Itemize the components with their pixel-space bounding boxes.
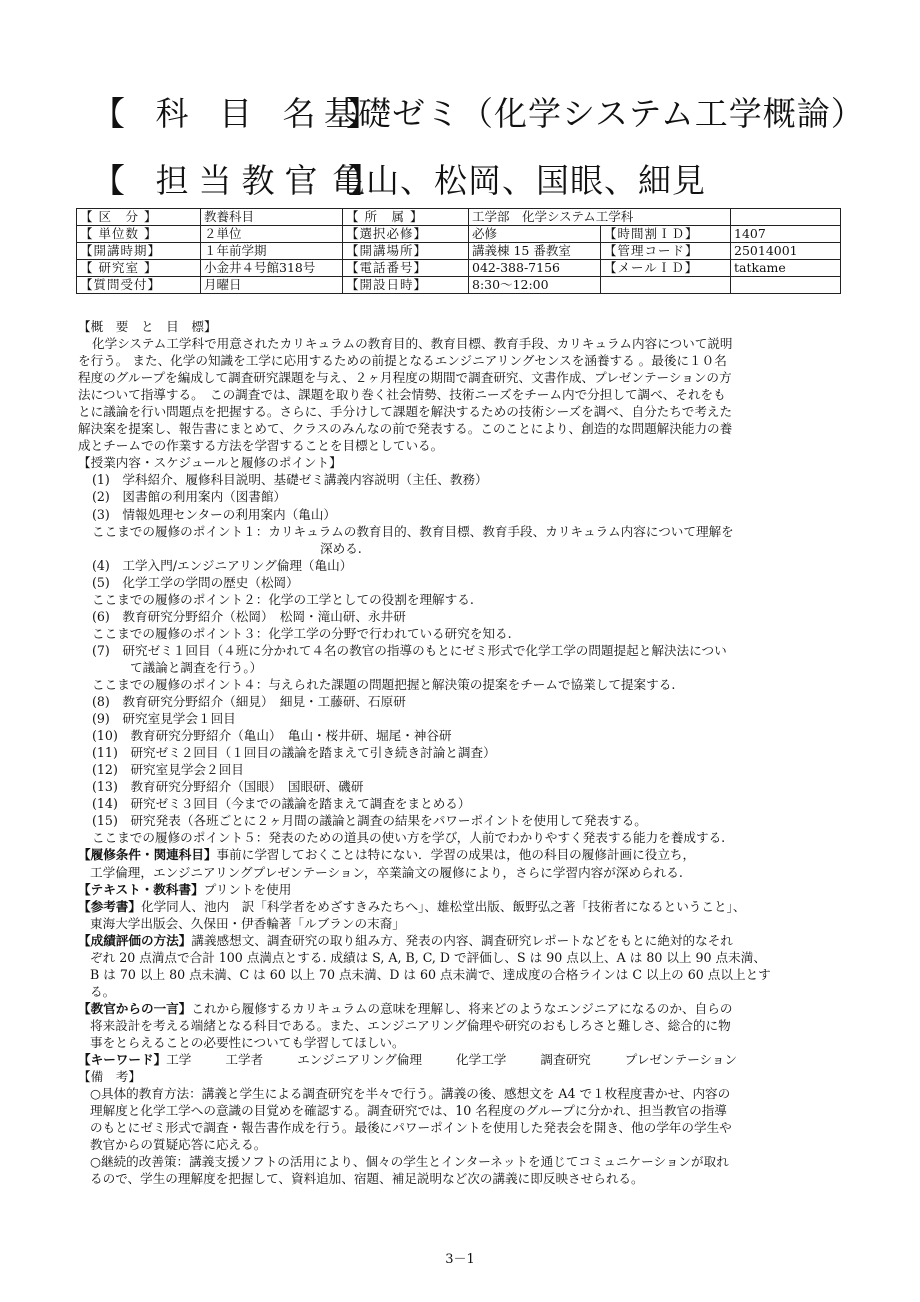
keyword: 工学者 — [225, 1052, 264, 1068]
schedule-item: (12) 研究室見学会２回目 — [92, 762, 244, 778]
point-5: ここまでの履修のポイント５：発表のための道具の使い方を学び，人前でわかりやすく発表する能力を養成する. — [92, 830, 726, 846]
point-3: ここまでの履修のポイント３：化学工学の分野で行われている研究を知る. — [92, 625, 512, 641]
schedule-item: (7) 研究ゼミ１回目（４班に分かれて４名の教官の指導のもとにゼミ形式で化学工学の問題提起と解決法につい — [92, 642, 727, 658]
schedule-item: (8) 教育研究分野紹介（細見） 細見・工藤研、石原研 — [92, 694, 406, 710]
teacher-label: 【 担当教官 】 — [92, 161, 391, 200]
schedule-item: (11) 研究ゼミ２回目（１回目の議論を踏まえて引き続き討論と調査） — [92, 745, 496, 761]
subject-title — [92, 88, 865, 135]
teacher-title — [92, 155, 706, 202]
schedule-item-cont: て議論と調査を行う。） — [130, 659, 263, 675]
table-cell: 1407 — [731, 226, 841, 243]
table-cell: 【 所 属 】 — [343, 209, 469, 226]
table-cell: 【 単位数 】 — [77, 226, 201, 243]
page-number: 3－1 — [445, 1252, 475, 1267]
remarks-line: 理解度と化学工学への意識の目覚めを確認する。調査研究では、10 名程度のグループに分かれ、担当教官の指導 — [90, 1103, 727, 1119]
reference-section: 【参考書】化学同人、池内 訳「科学者をめざすきみたちへ」、雄松堂出版、飯野弘之著「技術者になるということ」、 — [78, 898, 746, 914]
schedule-item: (9) 研究室見学会１回目 — [92, 711, 236, 727]
schedule-item: (2) 図書館の利用案内（図書館） — [92, 489, 287, 505]
keywords-label: 【キーワード】 — [78, 1052, 167, 1068]
table-cell: 【質問受付】 — [77, 277, 201, 294]
prereq-cont: 工学倫理，エンジニアリングプレゼンテーション，卒業論文の履修により，さらに学習内容が深められる. — [90, 864, 683, 880]
schedule-item: (3) 情報処理センターの利用案内（亀山） — [92, 506, 337, 522]
schedule-item: (14) 研究ゼミ３回目（今までの議論を踏まえて調査をまとめる） — [92, 796, 471, 812]
table-cell: 工学部 化学システム工学科 — [469, 209, 731, 226]
remarks-heading: 【備 考】 — [78, 1069, 141, 1085]
table-cell: 【選択必修】 — [343, 226, 469, 243]
table-row — [77, 209, 841, 226]
message-section: 【教官からの一言】これから履修するカリキュラムの意味を理解し、将来どのようなエンジニアになるのか、自らの — [78, 1000, 733, 1016]
subject-name: 基礎ゼミ（化学システム工学概論） — [324, 94, 865, 133]
table-cell: 【 研究室 】 — [77, 260, 201, 277]
table-cell: 8:30～12:00 — [469, 277, 601, 294]
table-cell: 【管理コード】 — [601, 243, 731, 260]
schedule-item: (10) 教育研究分野紹介（亀山） 亀山・桜井研、堀尾・神谷研 — [92, 728, 452, 744]
keyword: 調査研究 — [540, 1052, 591, 1068]
schedule-item: (4) 工学入門/エンジニアリング倫理（亀山） — [92, 557, 353, 573]
table-cell: 【電話番号】 — [343, 260, 469, 277]
prereq-label: 【履修条件・関連科目】 — [78, 847, 217, 863]
overview-line: 成とチームでの作業する方法を学習することを目標としている。 — [78, 438, 444, 454]
subject-label: 【 科 目 名 】 — [92, 94, 389, 133]
remarks-line: 教官からの質疑応答に応える。 — [90, 1137, 267, 1153]
overview-line: 化学システム工学科で用意されたカリキュラムの教育目的、教育目標、教育手段、カリキュラム内容について説明 — [92, 336, 733, 352]
schedule-item: (1) 学科紹介、履修科目説明、基礎ゼミ講義内容説明（主任、教務） — [92, 472, 488, 488]
prereq-section: 【履修条件・関連科目】事前に学習しておくことは特にない．学習の成果は，他の科目の履修計画に役立ち， — [78, 847, 696, 863]
grading-cont: る。 — [90, 983, 116, 999]
table-cell: 必修 — [469, 226, 601, 243]
keywords-section — [78, 1051, 868, 1068]
table-cell: 小金井４号館318号 — [201, 260, 343, 277]
overview-heading: 【概 要 と 目 標】 — [78, 319, 217, 334]
overview-line: を行う。 また、化学の知識を工学に応用するための前提となるエンジニアリングセンスを涵養する 。最後に１０名 — [78, 353, 727, 369]
keyword: 工学 — [166, 1052, 192, 1068]
table-cell — [731, 209, 841, 226]
remarks-line: のもとにゼミ形式で調査・報告書作成を行う。最後にパワーポイントを使用した発表会を開き、他の学年の学生や — [90, 1120, 732, 1136]
table-row — [77, 226, 841, 243]
keyword: 化学工学 — [456, 1052, 507, 1068]
textbook-label: 【テキスト・教科書】 — [78, 881, 204, 897]
table-row — [77, 243, 841, 260]
point-2: ここまでの履修のポイント２：化学の工学としての役割を理解する. — [92, 591, 474, 607]
table-cell: 【メールＩＤ】 — [601, 260, 731, 277]
overview-line: とに議論を行い問題点を把握する。さらに、手分けして課題を解決するための技術シーズを調べ、自分たちで考えた — [78, 404, 733, 420]
overview-line: 程度のグループを編成して調査研究課題を与え、２ヶ月程度の期間で調査研究、文書作成、プレゼンテーションの方 — [78, 370, 732, 386]
syllabus-body — [78, 318, 868, 1187]
table-row — [77, 277, 841, 294]
overview-line: 解決案を提案し、報告書にまとめて、クラスのみんなの前で発表する。このことにより、創造的な問題解決能力の養 — [78, 421, 733, 437]
teacher-names: 亀山、松岡、国眼、細見 — [332, 161, 706, 200]
grading-cont: ぞれ 20 点満点で合計 100 点満点とする. 成績は S, A, B, C, D で評価し、S は 90 点以上、A は 80 以上 90 点未満、 — [90, 949, 766, 965]
grading-cont: B は 70 以上 80 点未満、C は 60 以上 70 点未満、D は 60 点未満で、達成度の合格ラインは C 以上の 60 点以上とす — [90, 966, 771, 982]
table-cell: 教養科目 — [201, 209, 343, 226]
schedule-item: (13) 教育研究分野紹介（国眼） 国眼研、磯研 — [92, 779, 364, 795]
message-label: 【教官からの一言】 — [78, 1000, 192, 1016]
grading-label: 【成績評価の方法】 — [78, 932, 192, 948]
table-cell: 【開講場所】 — [343, 243, 469, 260]
textbook-section: 【テキスト・教科書】プリントを使用 — [78, 881, 292, 897]
point-1: ここまでの履修のポイント１：カリキュラムの教育目的、教育目標、教育手段、カリキュラム内容について理解を 深める. — [92, 523, 734, 556]
remarks-line: ○継続的改善策：講義支援ソフトの活用により、個々の学生とインターネットを通じてコミュニケーションが取れ — [90, 1154, 729, 1170]
table-cell: tatkame — [731, 260, 841, 277]
schedule-item: (6) 教育研究分野紹介（松岡） 松岡・滝山研、永井研 — [92, 608, 406, 624]
overview-line: 法について指導する。 この調査では、課題を取り巻く社会情勢、技術ニーズをチーム内で分担して調べ、それをも — [78, 387, 726, 403]
point-4: ここまでの履修のポイント４：与えられた課題の問題把握と解決策の提案をチームで協業して提案する. — [92, 676, 676, 692]
reference-cont: 東海大学出版会、久保田・伊香輪著「ルブランの末裔」 — [90, 915, 405, 931]
schedule-item: (5) 化学工学の学問の歴史（松岡） — [92, 574, 299, 590]
table-cell: １年前学期 — [201, 243, 343, 260]
remarks-line: るので、学生の理解度を把握して、資料追加、宿題、補足説明など次の講義に即反映させられる。 — [90, 1171, 644, 1187]
remarks-line: ○具体的教育方法：講義と学生による調査研究を半々で行う。講義の後、感想文を A4 で１枚程度書かせ、内容の — [90, 1086, 731, 1102]
keyword: プレゼンテーション — [624, 1052, 738, 1068]
message-cont: 事をとらえることの必要性についても学習してほしい。 — [90, 1034, 405, 1050]
table-cell: 25014001 — [731, 243, 841, 260]
table-cell — [731, 277, 841, 294]
grading-section: 【成績評価の方法】講義感想文、調査研究の取り組み方、発表の内容、調査研究レポートなどをもとに絶対的なそれ — [78, 932, 733, 948]
message-cont: 将来設計を考える端緒となる科目である。また、エンジニアリング倫理や研究のおもしろさと難しさ、総合的に物 — [90, 1017, 731, 1033]
table-cell: 月曜日 — [201, 277, 343, 294]
keyword: エンジニアリング倫理 — [297, 1052, 422, 1068]
table-cell: 【開講時期】 — [77, 243, 201, 260]
table-cell: 042-388-7156 — [469, 260, 601, 277]
table-cell: 【 区 分 】 — [77, 209, 201, 226]
course-info-table — [76, 208, 841, 294]
table-cell: ２単位 — [201, 226, 343, 243]
table-row — [77, 260, 841, 277]
table-cell: 【時間割ＩＤ】 — [601, 226, 731, 243]
schedule-heading: 【授業内容・スケジュールと履修のポイント】 — [78, 455, 342, 471]
schedule-item: (15) 研究発表（各班ごとに２ヶ月間の議論と調査の結果をパワーポイントを使用して発表する。 — [92, 813, 647, 829]
table-cell: 講義棟 15 番教室 — [469, 243, 601, 260]
table-cell — [601, 277, 731, 294]
reference-label: 【参考書】 — [78, 898, 141, 914]
table-cell: 【開設日時】 — [343, 277, 469, 294]
